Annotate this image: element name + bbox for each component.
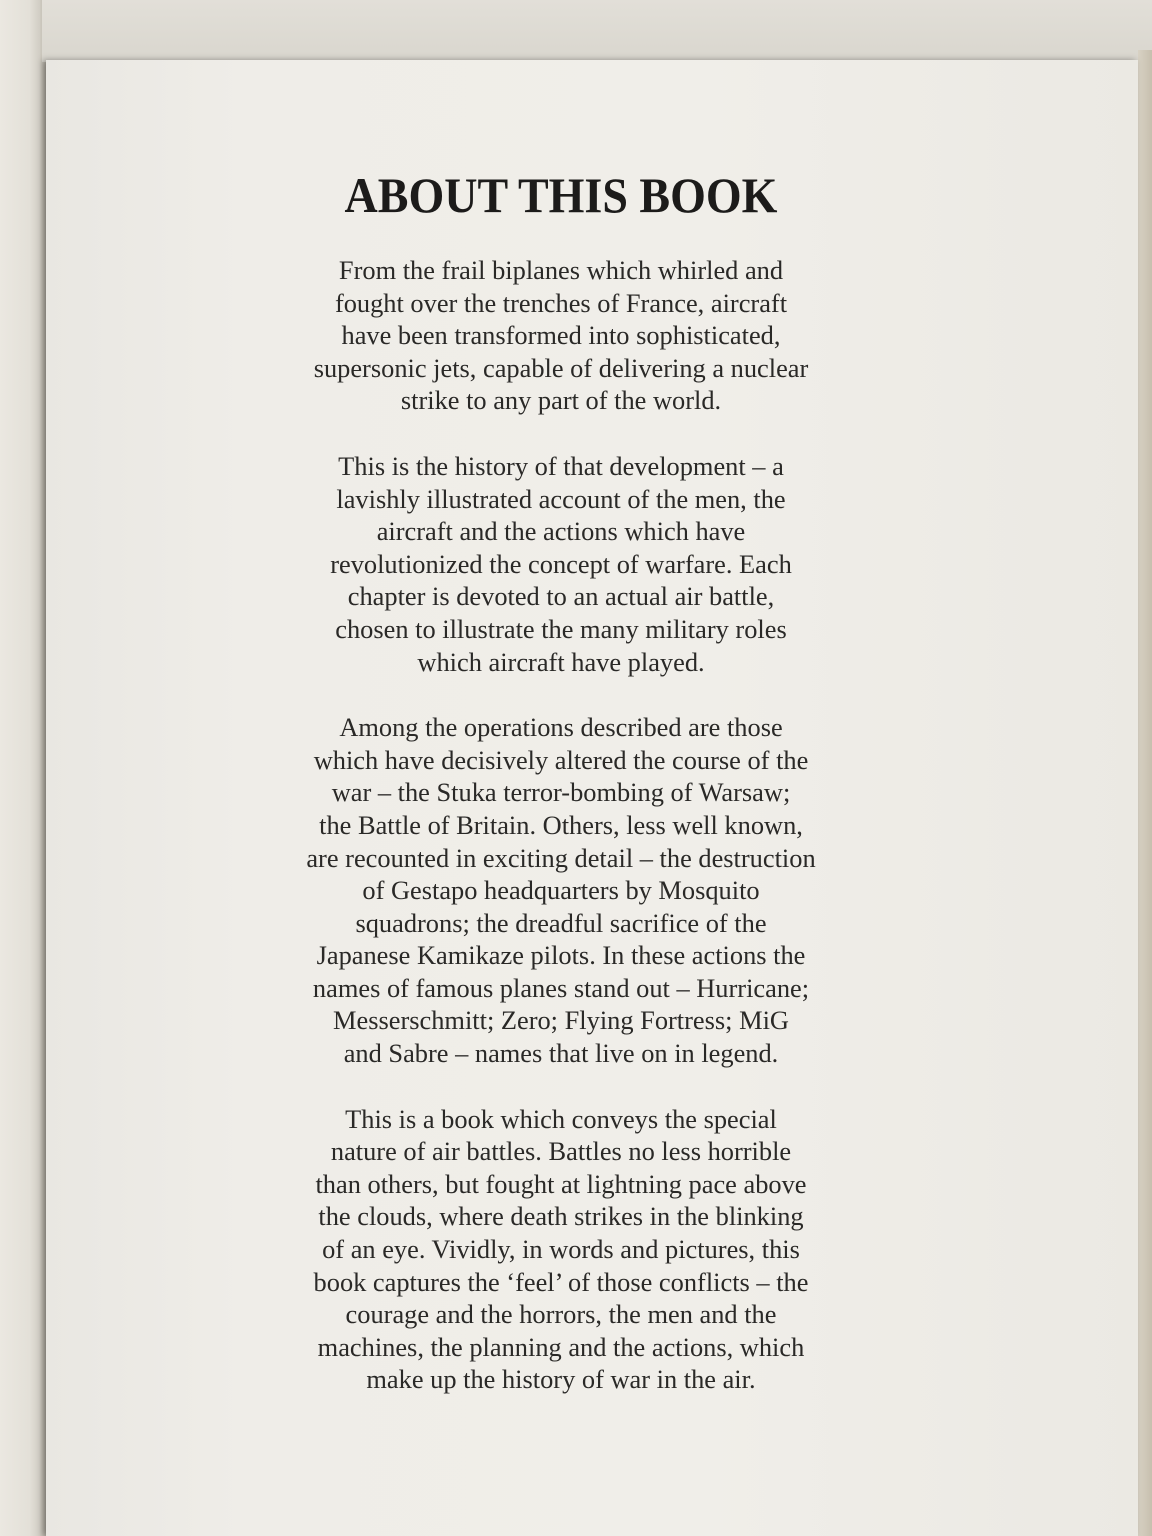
paragraph-1 xyxy=(186,254,936,417)
text-line: war – the Stuka terror-bombing of Warsaw; xyxy=(331,777,791,808)
text-line: courage and the horrors, the men and the xyxy=(345,1299,777,1330)
text-line: the clouds, where death strikes in the blinking xyxy=(318,1201,804,1232)
text-line: squadrons; the dreadful sacrifice of the xyxy=(355,907,767,938)
text-line: This is the history of that development – a xyxy=(338,450,784,481)
text-line: lavishly illustrated account of the men, the xyxy=(336,483,786,514)
text-line: nature of air battles. Battles no less horrible xyxy=(330,1136,792,1167)
cover-edge xyxy=(1138,50,1152,1536)
paragraph-4 xyxy=(186,1103,936,1396)
text-line: names of famous planes stand out – Hurricane; xyxy=(312,972,810,1003)
text-line: revolutionized the concept of warfare. Each xyxy=(330,548,792,579)
text-line: fought over the trenches of France, aircraft xyxy=(334,287,788,318)
paragraph-2 xyxy=(186,450,936,678)
paragraph-3 xyxy=(186,711,936,1070)
text-line: machines, the planning and the actions, which xyxy=(317,1331,805,1362)
text-line: chosen to illustrate the many military roles xyxy=(335,613,787,644)
text-line: of Gestapo headquarters by Mosquito xyxy=(362,875,760,906)
text-line: aircraft and the actions which have xyxy=(376,516,746,547)
text-line: From the frail biplanes which whirled and xyxy=(338,255,784,285)
previous-page-edge xyxy=(0,0,42,1536)
text-line: than others, but fought at lightning pace above xyxy=(315,1168,807,1199)
text-line: Japanese Kamikaze pilots. In these actions the xyxy=(316,940,806,971)
body-text xyxy=(186,254,936,1429)
text-line: which aircraft have played. xyxy=(417,646,705,677)
text-line: of an eye. Vividly, in words and pictures, this xyxy=(322,1234,800,1265)
text-line: supersonic jets, capable of delivering a nuclear xyxy=(313,352,809,383)
text-line: Among the operations described are those xyxy=(339,712,783,743)
text-line: and Sabre – names that live on in legend. xyxy=(343,1038,779,1069)
text-line: the Battle of Britain. Others, less well known, xyxy=(319,809,803,840)
text-line: strike to any part of the world. xyxy=(400,385,722,416)
text-line: Messerschmitt; Zero; Flying Fortress; MiG xyxy=(333,1005,789,1036)
page-title: ABOUT THIS BOOK xyxy=(344,167,778,223)
text-line: have been transformed into sophisticated, xyxy=(341,320,781,351)
text-line: This is a book which conveys the special xyxy=(345,1103,777,1134)
text-line: are recounted in exciting detail – the destruction xyxy=(306,842,816,873)
text-line: which have decisively altered the course of the xyxy=(313,744,809,775)
text-line: make up the history of war in the air. xyxy=(366,1364,756,1395)
text-line: chapter is devoted to an actual air battle, xyxy=(347,581,775,612)
text-line: book captures the ‘feel’ of those conflicts – the xyxy=(313,1266,809,1297)
background-surface xyxy=(42,0,1152,62)
